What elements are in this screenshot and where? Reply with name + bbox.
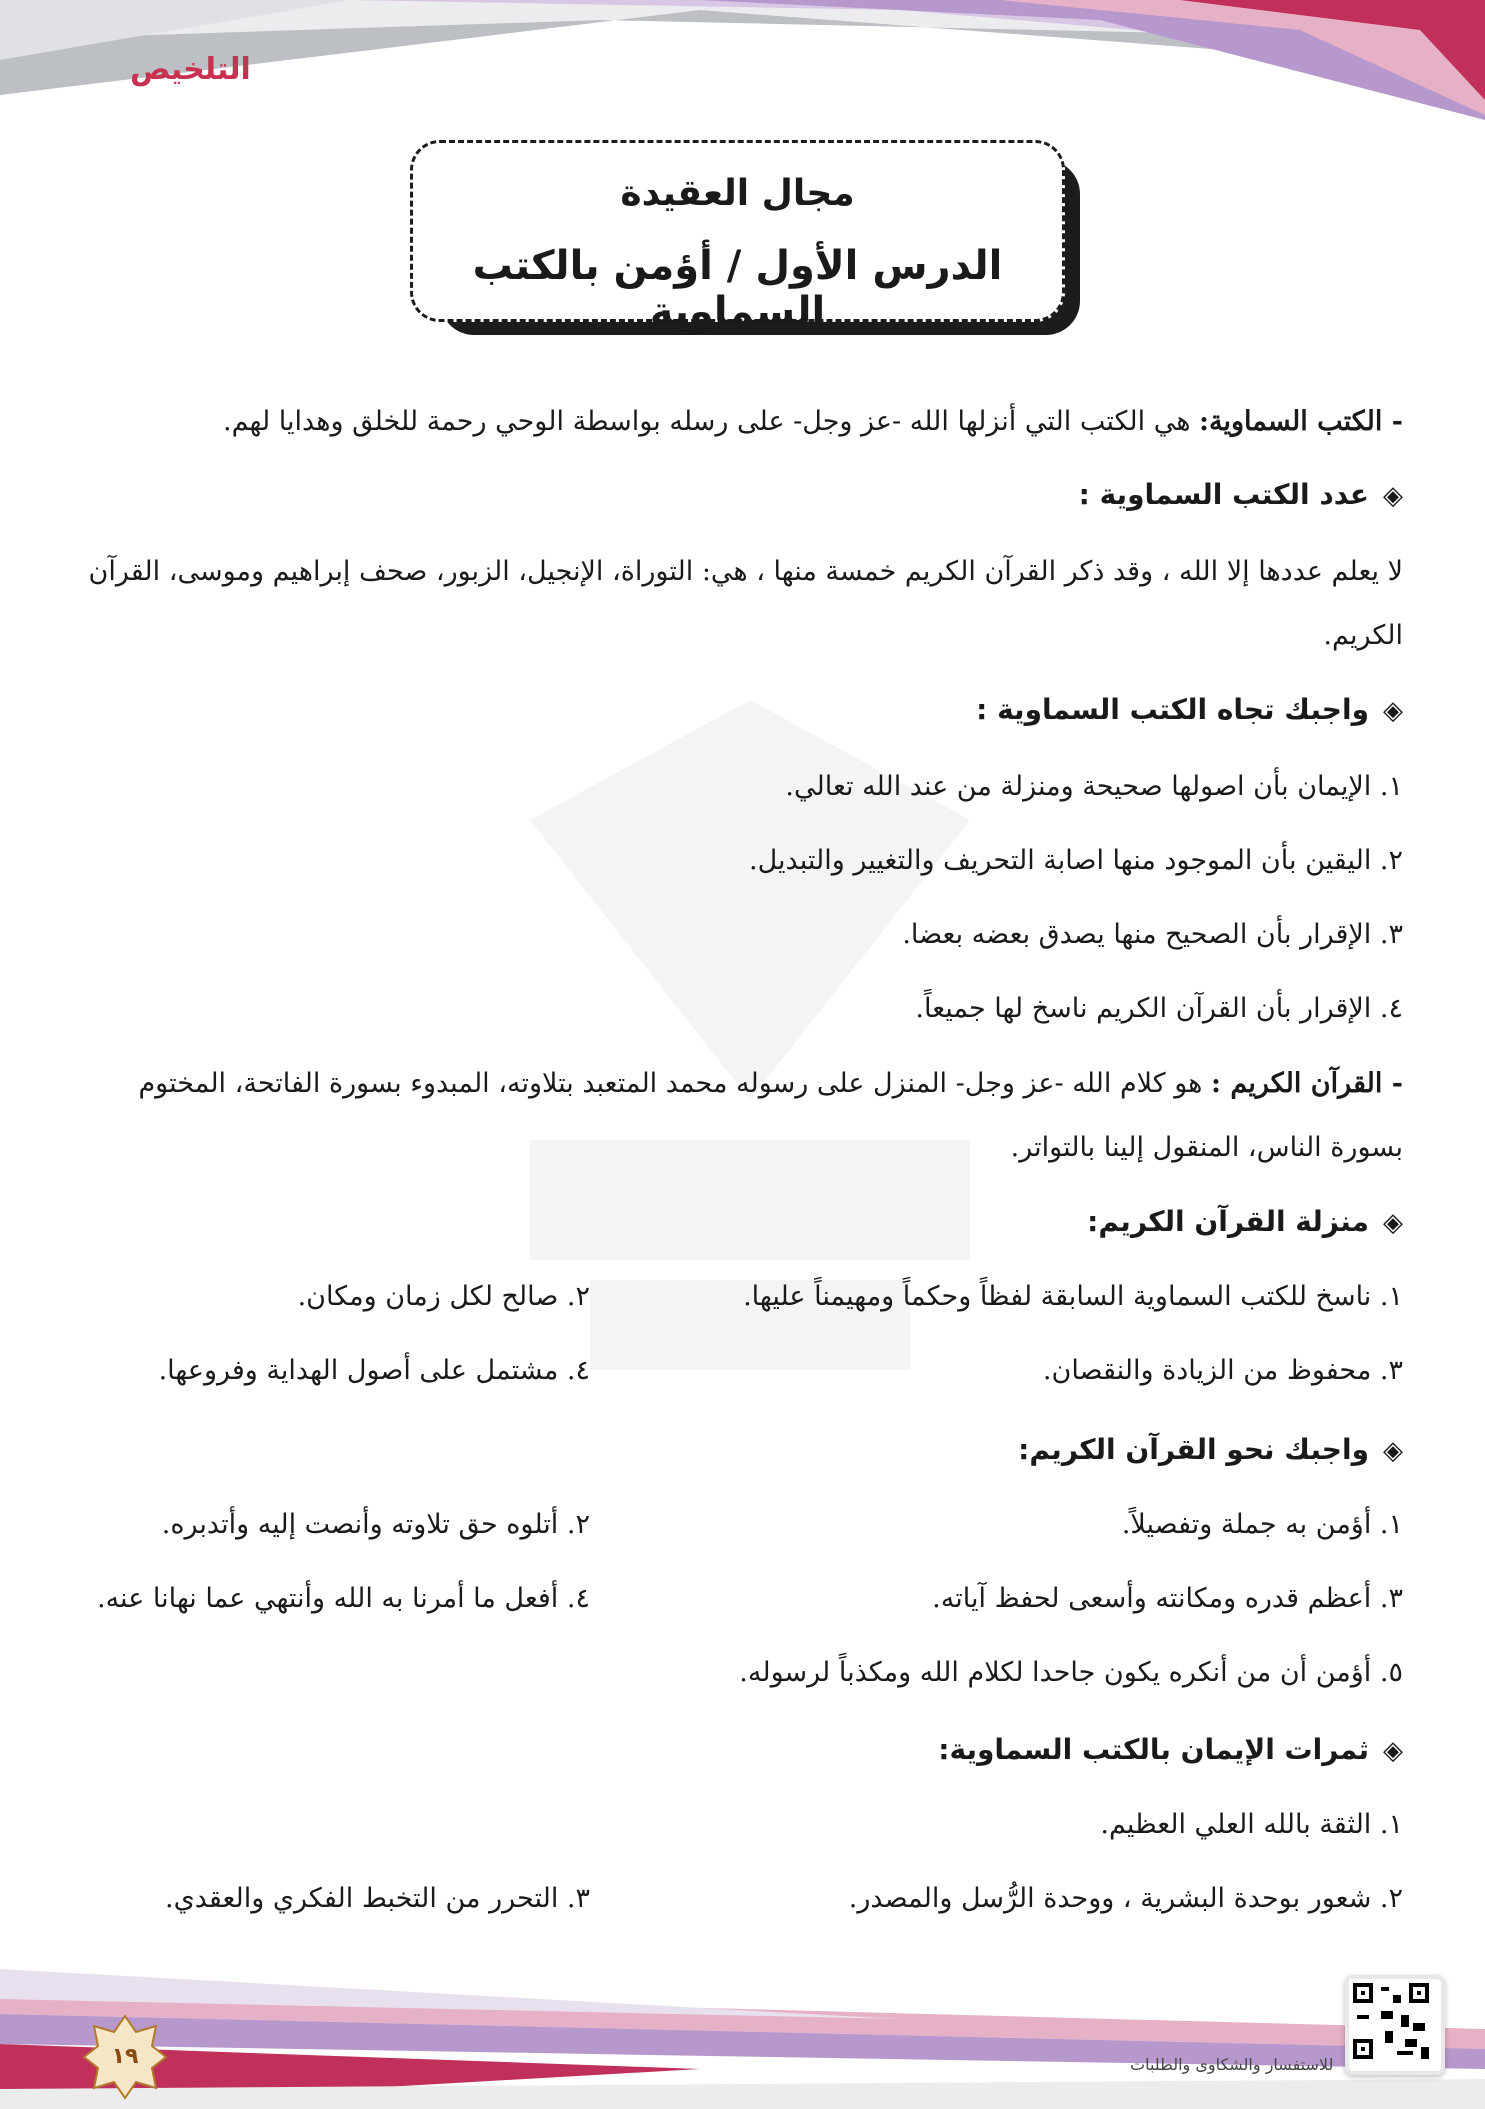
- list-item: ٢. أتلوه حق تلاوته وأنصت إليه وأتدبره.: [161, 1509, 590, 1540]
- heading-label: واجبك نحو القرآن الكريم:: [1018, 1433, 1369, 1466]
- list-item: ٣. أعظم قدره ومكانته وأسعى لحفظ آياته.: [932, 1583, 1403, 1614]
- heading-label: منزلة القرآن الكريم:: [1087, 1205, 1369, 1238]
- quran-status-heading: [83, 1197, 1403, 1248]
- list-item: ٢. شعور بوحدة البشرية ، ووحدة الرُّسل والمصدر.: [848, 1883, 1403, 1914]
- list-item: ٢. صالح لكل زمان ومكان.: [297, 1281, 590, 1312]
- duty-quran-heading: [83, 1425, 1403, 1476]
- count-heading: [83, 470, 1403, 521]
- definition-text: هي الكتب التي أنزلها الله -عز وجل- على رسله بواسطة الوحي رحمة للخلق وهدايا لهم.: [223, 406, 1200, 437]
- list-item: ١. الثقة بالله العلي العظيم.: [1100, 1809, 1403, 1840]
- domain-title: مجال العقيدة: [620, 173, 855, 214]
- list-item: ٣. محفوظ من الزيادة والنقصان.: [1042, 1355, 1403, 1386]
- diamond-bullet-icon: ◈: [1383, 1208, 1403, 1238]
- list-item: ٢. اليقين بأن الموجود منها اصابة التحريف والتغيير والتبديل.: [748, 845, 1403, 876]
- definition-term: - القرآن الكريم :: [1210, 1068, 1403, 1099]
- title-box: [410, 140, 1065, 335]
- diamond-bullet-icon: ◈: [1383, 696, 1403, 726]
- list-item: ١. ناسخ للكتب السماوية السابقة لفظاً وحكماً ومهيمناً عليها.: [743, 1281, 1403, 1312]
- heading-label: ثمرات الإيمان بالكتب السماوية:: [938, 1733, 1369, 1766]
- list-item: ٣. الإقرار بأن الصحيح منها يصدق بعضه بعضا.: [902, 919, 1403, 950]
- list-item: ٣. التحرر من التخبط الفكري والعقدي.: [164, 1883, 590, 1914]
- definition-text: هو كلام الله -عز وجل- المنزل على رسوله محمد المتعبد بتلاوته، المبدوء بسورة الفاتحة، المختوم بسورة الناس، المنقول إلينا بالتواتر.: [138, 1068, 1403, 1163]
- list-item: ٥. أؤمن أن من أنكره يكون جاحدا لكلام الله ومكذباً لرسوله.: [739, 1657, 1403, 1688]
- fruits-heading: [83, 1725, 1403, 1776]
- footer-note: للاستفسار والشكاوى والطلبات: [1130, 2055, 1334, 2074]
- definition-quran: [83, 1052, 1403, 1180]
- heading-label: عدد الكتب السماوية :: [1078, 478, 1369, 511]
- lesson-title: الدرس الأول / أؤمن بالكتب السماوية: [472, 243, 1003, 335]
- duty-books-heading: [83, 685, 1403, 736]
- list-item: ٤. الإقرار بأن القرآن الكريم ناسخ لها جميعاً.: [915, 993, 1403, 1024]
- heading-label: واجبك تجاه الكتب السماوية :: [976, 693, 1369, 726]
- diamond-bullet-icon: ◈: [1383, 1436, 1403, 1466]
- page-number: ١٩: [111, 2044, 139, 2069]
- list-item: ٤. مشتمل على أصول الهداية وفروعها.: [158, 1355, 590, 1386]
- list-item: ١. الإيمان بأن اصولها صحيحة ومنزلة من عند الله تعالي.: [785, 771, 1403, 802]
- qr-code[interactable]: [1345, 1975, 1445, 2075]
- footer-decoration: [0, 1959, 1485, 2109]
- list-item: ٤. أفعل ما أمرنا به الله وأنتهي عما نهانا عنه.: [97, 1583, 590, 1614]
- diamond-bullet-icon: ◈: [1383, 481, 1403, 511]
- definition-term: - الكتب السماوية:: [1199, 406, 1403, 437]
- section-tag: التلخيص: [130, 52, 251, 87]
- qr-code-icon: [1349, 1979, 1433, 2063]
- diamond-bullet-icon: ◈: [1383, 1736, 1403, 1766]
- count-text: لا يعلم عددها إلا الله ، وقد ذكر القرآن الكريم خمسة منها ، هي: التوراة، الإنجيل، الزبور، صحف إبراهيم وموسى، القرآن الكريم.: [88, 556, 1403, 651]
- list-item: ١. أؤمن به جملة وتفصيلاً.: [1121, 1509, 1403, 1540]
- definition-books: [83, 390, 1403, 454]
